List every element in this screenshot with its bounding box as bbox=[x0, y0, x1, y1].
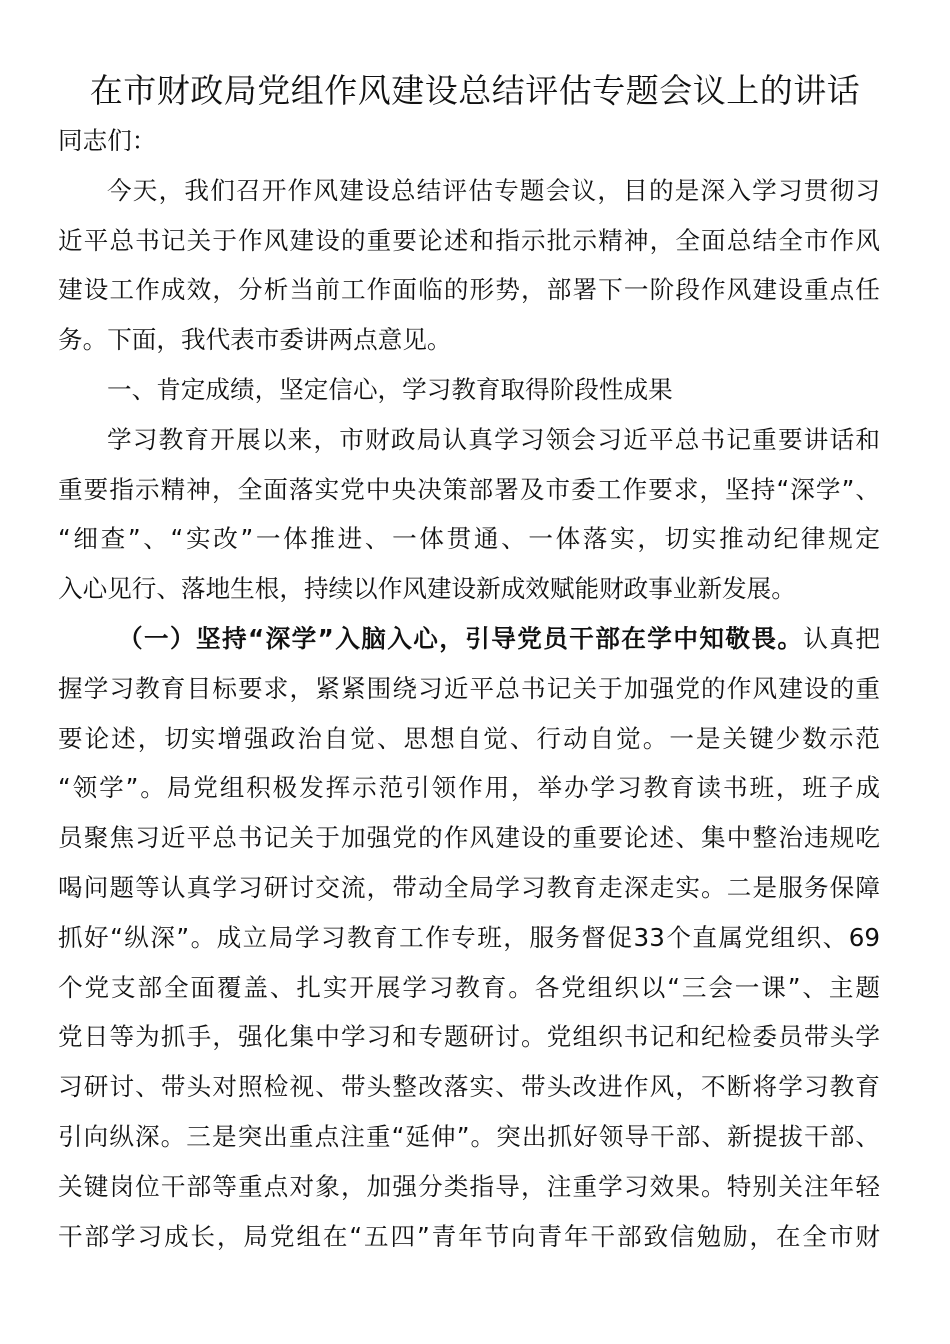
paragraph-line: 握学习教育目标要求，紧紧围绕习近平总书记关于加强党的作风建设的重 bbox=[58, 673, 880, 703]
paragraph-line: 入心见行、落地生根，持续以作风建设新成效赋能财政事业新发展。 bbox=[58, 574, 796, 604]
paragraph-line: 关键岗位干部等重点对象，加强分类指导，注重学习效果。特别关注年轻 bbox=[58, 1171, 880, 1201]
paragraph-line: 喝问题等认真学习研讨交流，带动全局学习教育走深走实。二是服务保障 bbox=[58, 872, 880, 902]
document-body bbox=[58, 116, 880, 1261]
paragraph-line: 建设工作成效，分析当前工作面临的形势，部署下一阶段作风建设重点任 bbox=[58, 275, 880, 305]
paragraph-text: 认真把 bbox=[803, 623, 880, 653]
paragraph-line: 要论述，切实增强政治自觉、思想自觉、行动自觉。一是关键少数示范 bbox=[58, 723, 880, 753]
paragraph-line: 学习教育开展以来，市财政局认真学习领会习近平总书记重要讲话和 bbox=[107, 424, 880, 454]
subsection-line bbox=[58, 614, 880, 664]
paragraph-line: 员聚焦习近平总书记关于加强党的作风建设的重要论述、集中整治违规吃 bbox=[58, 823, 880, 853]
paragraph-line: 务。下面，我代表市委讲两点意见。 bbox=[58, 325, 452, 355]
paragraph-line: 今天，我们召开作风建设总结评估专题会议，目的是深入学习贯彻习 bbox=[107, 175, 880, 205]
paragraph-line: 个党支部全面覆盖、扎实开展学习教育。各党组织以“三会一课”、主题 bbox=[58, 972, 880, 1002]
paragraph-line: 党日等为抓手，强化集中学习和专题研讨。党组织书记和纪检委员带头学 bbox=[58, 1022, 880, 1052]
paragraph-line: 近平总书记关于作风建设的重要论述和指示批示精神，全面总结全市作风 bbox=[58, 225, 880, 255]
document-title: 在市财政局党组作风建设总结评估专题会议上的讲话 bbox=[89, 71, 861, 110]
subsection-heading: （一）坚持“深学”入脑入心，引导党员干部在学中知敬畏。 bbox=[118, 623, 804, 653]
paragraph-line: “细查”、“实改”一体推进、一体贯通、一体落实，切实推动纪律规定 bbox=[58, 524, 880, 554]
paragraph-line: 习研讨、带头对照检视、带头整改落实、带头改进作风，不断将学习教育 bbox=[58, 1072, 880, 1102]
section-heading: 一、肯定成绩，坚定信心，学习教育取得阶段性成果 bbox=[107, 374, 673, 404]
paragraph-line: 重要指示精神，全面落实党中央决策部署及市委工作要求，坚持“深学”、 bbox=[58, 474, 880, 504]
paragraph-line: 干部学习成长，局党组在“五四”青年节向青年干部致信勉励，在全市财 bbox=[58, 1221, 880, 1251]
paragraph-line: “领学”。局党组积极发挥示范引领作用，举办学习教育读书班，班子成 bbox=[58, 773, 880, 803]
paragraph-line: 引向纵深。三是突出重点注重“延伸”。突出抓好领导干部、新提拔干部、 bbox=[58, 1121, 880, 1151]
paragraph-line: 抓好“纵深”。成立局学习教育工作专班，服务督促33个直属党组织、69 bbox=[58, 922, 880, 952]
salutation: 同志们： bbox=[58, 126, 157, 155]
